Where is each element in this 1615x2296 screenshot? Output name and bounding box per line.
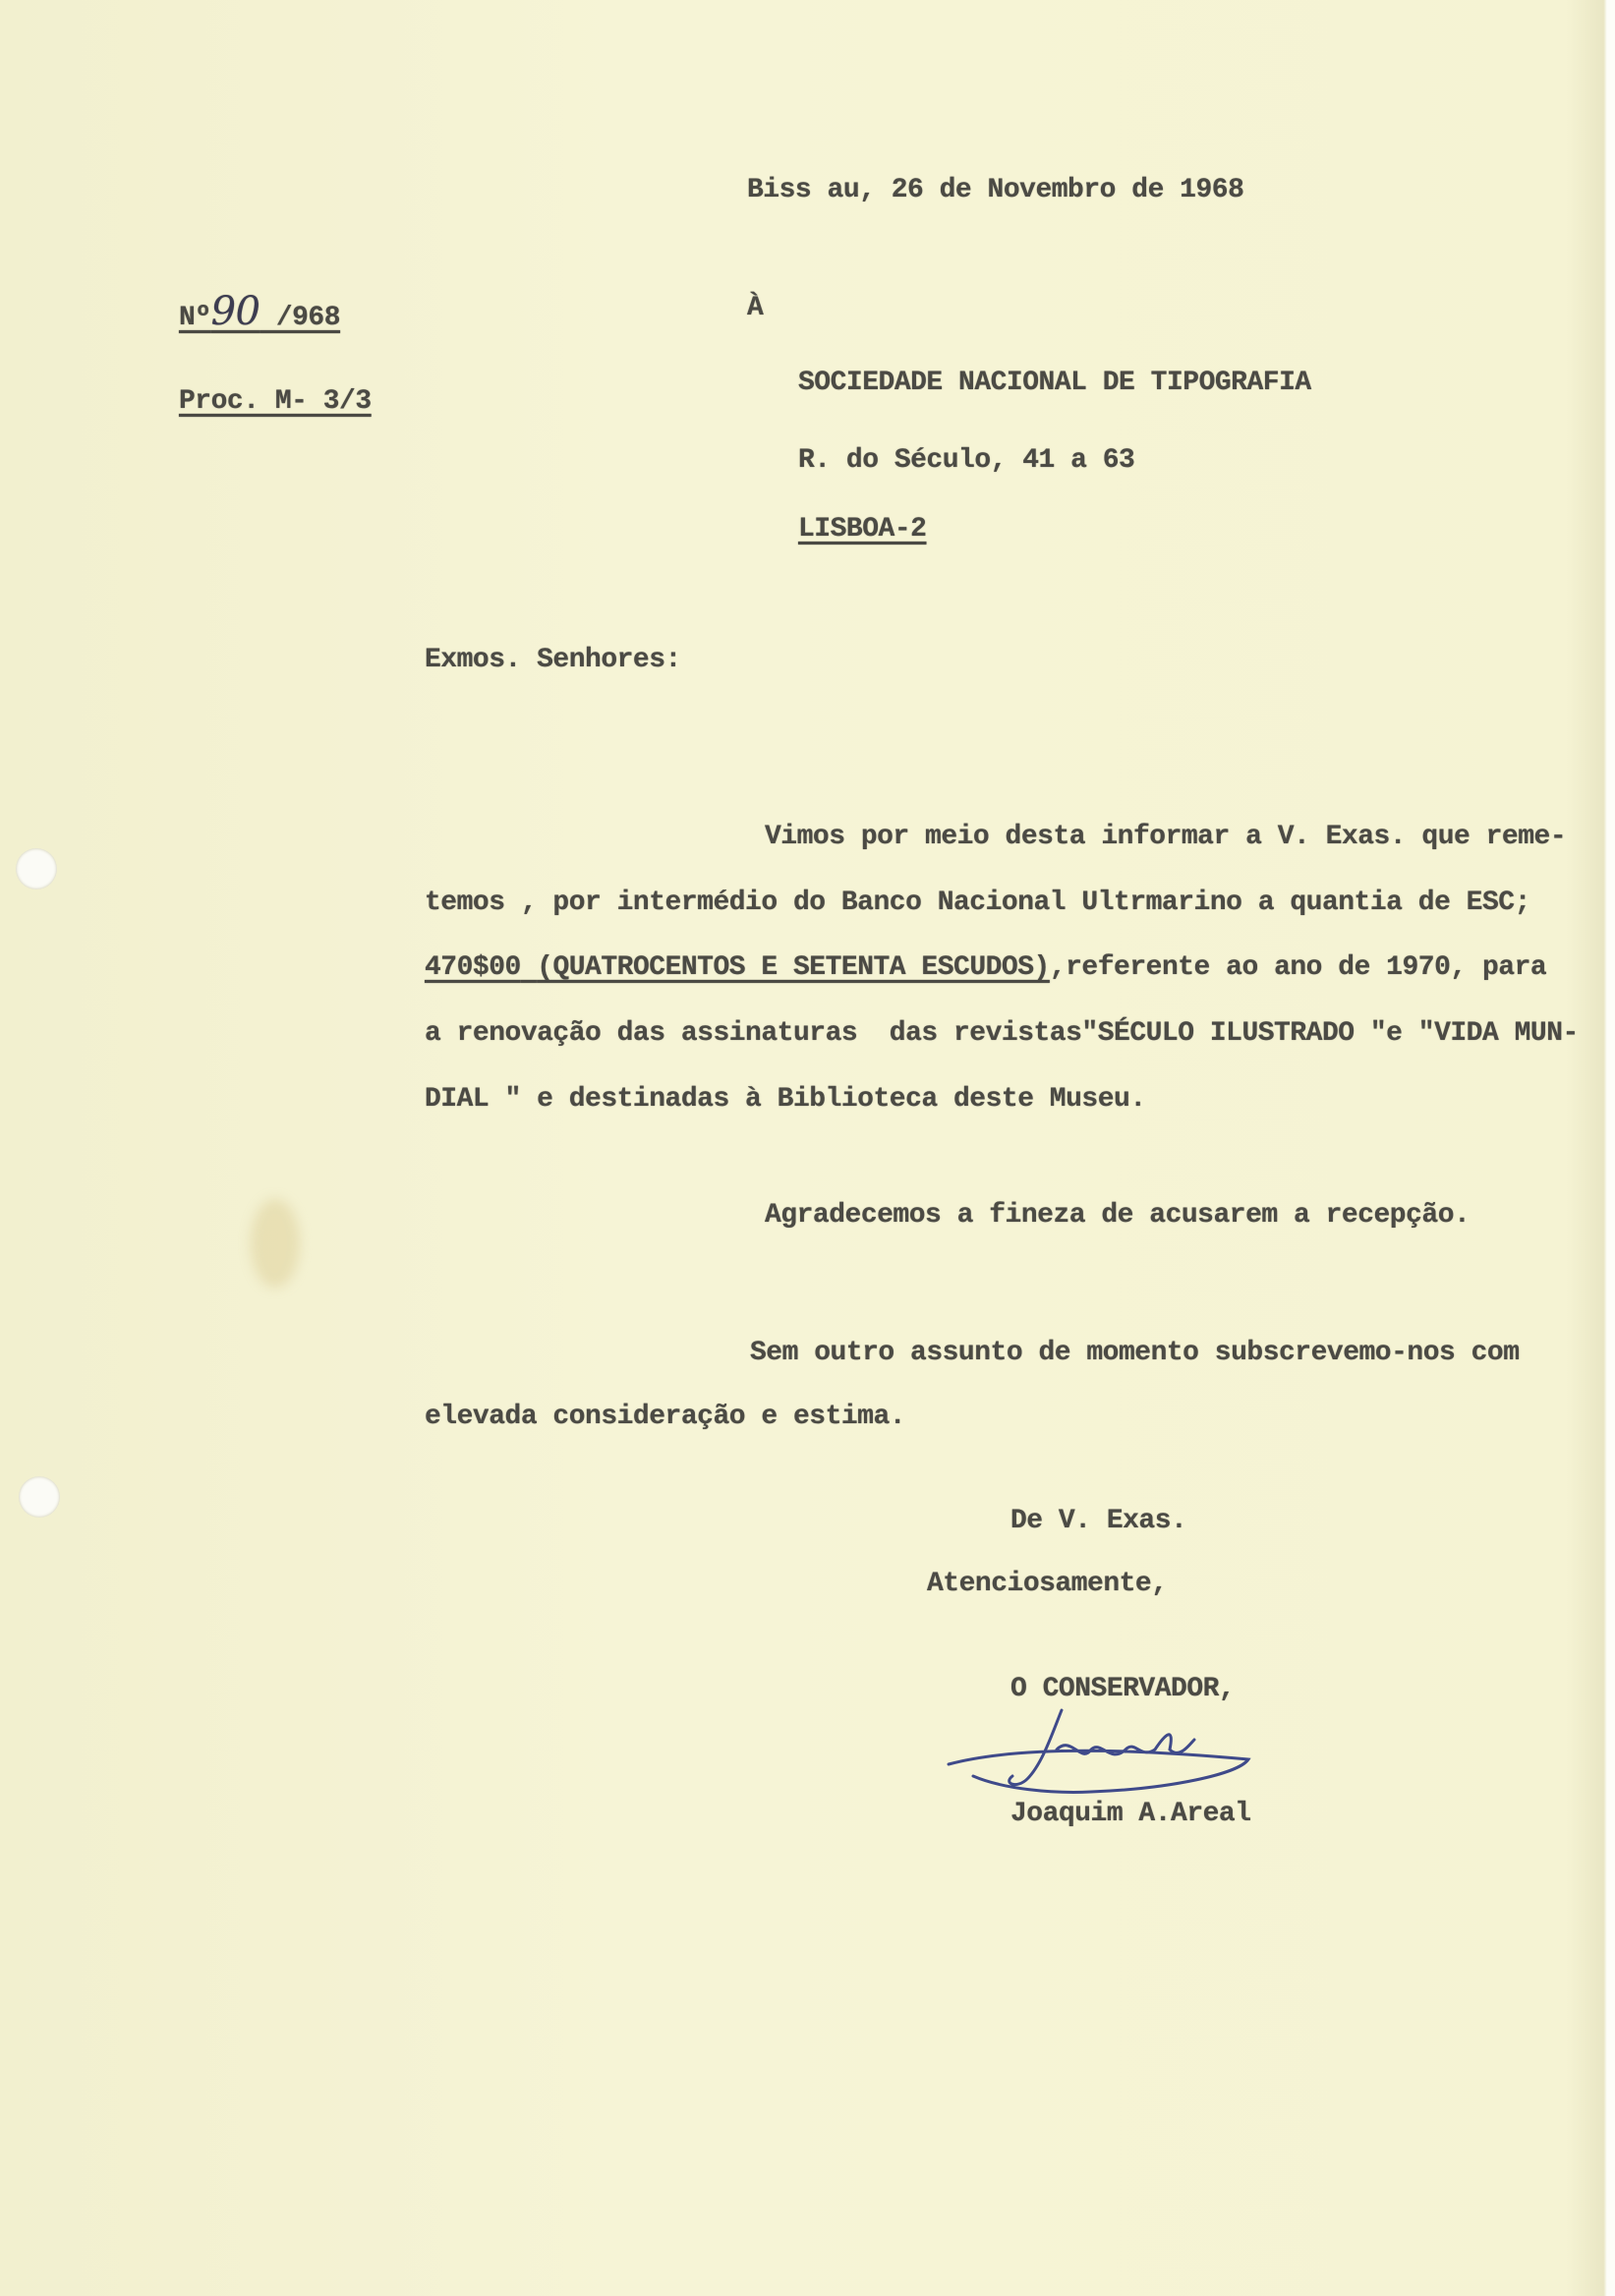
ref-prefix: Nº	[179, 303, 211, 333]
body-line: a renovação das assinaturas das revistas"SÉCULO ILUSTRADO "e "VIDA MUN-	[425, 1018, 1579, 1049]
recipient-street: R. do Século, 41 a 63	[798, 445, 1135, 476]
closing-line: Sem outro assunto de momento subscrevemo-nos com	[750, 1338, 1520, 1368]
amount	[425, 952, 1050, 983]
recipient-city: LISBOA-2	[798, 514, 927, 545]
process-number: Proc. M- 3/3	[179, 386, 372, 417]
amount-value: 470$00	[425, 952, 521, 983]
punch-hole	[16, 848, 57, 890]
ref-handwritten: 90	[210, 289, 260, 334]
thanks-line: Agradecemos a fineza de acusarem a recepção.	[765, 1200, 1471, 1231]
amount-words: (QUATROCENTOS E SETENTA ESCUDOS)	[537, 952, 1050, 983]
date-line: Biss au, 26 de Novembro de 1968	[747, 175, 1244, 205]
signatory-name: Joaquim A.Areal	[1010, 1799, 1251, 1829]
body-line: DIAL " e destinadas à Biblioteca deste Museu.	[425, 1084, 1146, 1115]
ref-year: /968	[260, 303, 341, 333]
salutation: Exmos. Senhores:	[425, 645, 681, 675]
body-line-rest: ,referente ao ano de 1970, para	[1049, 952, 1547, 983]
paper-stain	[251, 1199, 300, 1288]
signatory-title: O CONSERVADOR,	[1010, 1674, 1236, 1704]
body-line: Vimos por meio desta informar a V. Exas. que reme-	[765, 822, 1567, 852]
reference-number	[179, 289, 341, 336]
atenciosamente: Atenciosamente,	[927, 1569, 1168, 1599]
closing-line: elevada consideração e estima.	[425, 1402, 906, 1432]
addressee-prefix: À	[747, 293, 764, 323]
signature	[944, 1705, 1258, 1799]
punch-hole	[19, 1476, 60, 1518]
de-v-exas: De V. Exas.	[1010, 1506, 1187, 1536]
body-line: temos , por intermédio do Banco Nacional Ultrmarino a quantia de ESC;	[425, 888, 1530, 918]
body-line	[425, 950, 1546, 986]
recipient-name: SOCIEDADE NACIONAL DE TIPOGRAFIA	[798, 368, 1311, 398]
